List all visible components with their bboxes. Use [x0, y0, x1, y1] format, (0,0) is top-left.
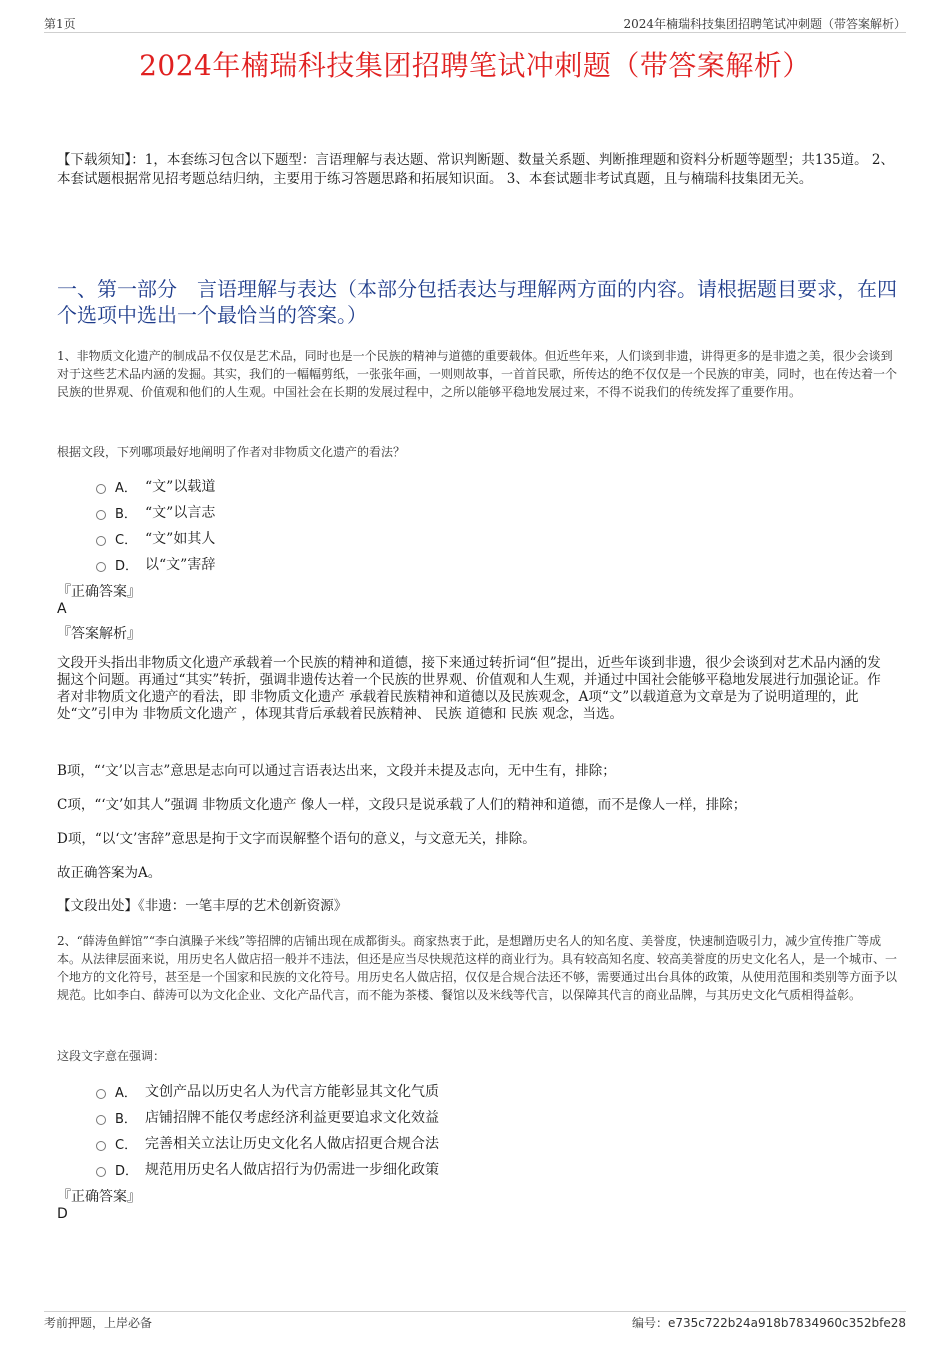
page-header	[44, 12, 906, 33]
radio-icon[interactable]	[96, 562, 106, 572]
section-heading: 一、第一部分 言语理解与表达（本部分包括表达与理解两方面的内容。请根据题目要求，在四个选项中选出一个最恰当的答案。）	[57, 277, 897, 327]
q1-passage: 1、非物质文化遗产的制成品不仅仅是艺术品，同时也是一个民族的精神与道德的重要载体。但近些年来，人们谈到非遗，讲得更多的是非遗之美，很少会谈到对于这些艺术品内涵的发掘。其实，我们的一幅幅剪纸，一张张年画，一则则故事，一首首民歌，所传达的绝不仅仅是一个民族的审美，同时，也在传达着一个民族的世界观、价值观和他们的人生观。中国社会在长期的发展过程中，之所以能够平稳地发展过来，不得不说我们的传统发挥了重要作用。	[57, 349, 898, 399]
option-letter: C．	[115, 1137, 138, 1153]
option-text: 文创产品以历史名人为代言方能彰显其文化气质	[145, 1084, 439, 1100]
q1-conclusion: 故正确答案为A。	[57, 865, 162, 881]
q1-explanation-main: 文段开头指出非物质文化遗产承载着一个民族的精神和道德，接下来通过转折词“但”提出，近些年谈到非遗，很少会谈到对艺术品内涵的发掘这个问题。再通过“其实”转折，强调非遗传达着一个民族的世界观、价值观和人生观，并通过中国社会能够平稳地发展进行加强论证。作者对非物质文化遗产的看法，即 非物质文化遗产 承载着民族精神和道德以及民族观念，A项“文”以载道意为文章是为了说明道理的，此处“文”引申为 非物质文化遗产 ，体现其背后承载着民族精神、 民族 道德和 民族 观念，当选。	[57, 655, 881, 722]
q1-explanation-b: B项，“‘文’以言志”意思是志向可以通过言语表达出来，文段并未提及志向，无中生有，排除；	[57, 763, 616, 779]
q1-source: 【文段出处】《非遗：一笔丰厚的艺术创新资源》	[57, 898, 348, 914]
q1-prompt: 根据文段，下列哪项最好地阐明了作者对非物质文化遗产的看法？	[57, 445, 406, 459]
q1-option-c[interactable]	[96, 525, 215, 551]
option-letter: B．	[115, 506, 137, 522]
q2-passage: 2、“薛涛鱼鲜馆”“李白滇臊子米线”等招牌的店铺出现在成都街头。商家热衷于此，是想蹭历史名人的知名度、美誉度，快速制造吸引力，减少宣传推广等成本。从法律层面来说，用历史名人做店招一般并不违法，但还是应当尽快规范这样的商业行为。具有较高知名度、较高美誉度的历史文化名人，是一个城市、一个地方的文化符号，甚至是一个国家和民族的文化符号。用历史名人做店招，仅仅是合规合法还不够，需要通过出台具体的政策，从使用范围和类别等方面予以规范。比如李白、薛涛可以为文化企业、文化产品代言，而不能为茶楼、餐馆以及米线等代言，以保障其代言的商业品牌，与其历史文化气质相得益彰。	[57, 934, 898, 1002]
q1-option-d[interactable]	[96, 551, 215, 577]
option-letter: A．	[115, 480, 137, 496]
option-letter: D．	[115, 1163, 139, 1179]
q1-explanation-c: C项，“‘文’如其人”强调 非物质文化遗产 像人一样，文段只是说承载了人们的精神和道德，而不是像人一样，排除；	[57, 797, 747, 813]
footer-code	[632, 1314, 906, 1331]
option-text: 店铺招牌不能仅考虑经济利益更要追求文化效益	[145, 1110, 439, 1126]
option-letter: A．	[115, 1085, 137, 1101]
radio-icon[interactable]	[96, 484, 106, 494]
option-text: “文”以言志	[145, 505, 216, 521]
radio-icon[interactable]	[96, 1089, 106, 1099]
radio-icon[interactable]	[96, 1141, 106, 1151]
option-text: 完善相关立法让历史文化名人做店招更合规合法	[145, 1136, 439, 1152]
q2-prompt: 这段文字意在强调：	[57, 1049, 166, 1063]
q1-option-a[interactable]	[96, 473, 215, 499]
q2-option-b[interactable]	[96, 1104, 439, 1130]
q2-options	[96, 1078, 439, 1182]
q2-answer-label: 『正确答案』	[57, 1189, 141, 1205]
page-number: 第1页	[44, 17, 76, 31]
q1-options	[96, 473, 215, 577]
radio-icon[interactable]	[96, 536, 106, 546]
running-title: 2024年楠瑞科技集团招聘笔试冲刺题（带答案解析）	[623, 17, 906, 31]
option-text: “文”如其人	[145, 531, 216, 547]
q2-option-a[interactable]	[96, 1078, 439, 1104]
option-letter: C．	[115, 532, 138, 548]
radio-icon[interactable]	[96, 1115, 106, 1125]
option-letter: D．	[115, 558, 139, 574]
option-text: 以“文”害辞	[145, 557, 216, 573]
q1-explain-label: 『答案解析』	[57, 626, 141, 642]
document-title: 2024年楠瑞科技集团招聘笔试冲刺题（带答案解析）	[139, 49, 811, 82]
option-letter: B．	[115, 1111, 137, 1127]
q1-explanation-d: D项，“以‘文’害辞”意思是拘于文字而误解整个语句的意义，与文意无关，排除。	[57, 831, 536, 847]
option-text: 规范用历史名人做店招行为仍需进一步细化政策	[145, 1162, 439, 1178]
q1-answer: A	[57, 601, 67, 617]
download-notice: 【下载须知】：1，本套练习包含以下题型：言语理解与表达题、常识判断题、数量关系题、判断推理题和资料分析题等题型；共135道。 2、本套试题根据常见招考题总结归纳，主要用于练习答题思路和拓展知识面。 3、本套试题非考试真题，且与楠瑞科技集团无关。	[57, 152, 894, 187]
q2-option-d[interactable]	[96, 1156, 439, 1182]
footer-divider	[44, 1311, 906, 1312]
q1-option-b[interactable]	[96, 499, 215, 525]
footer-slogan: 考前押题，上岸必备	[44, 1316, 153, 1330]
q2-option-c[interactable]	[96, 1130, 439, 1156]
code-value: e735c722b24a918b7834960c352bfe28	[668, 1316, 906, 1330]
radio-icon[interactable]	[96, 1167, 106, 1177]
q2-answer: D	[57, 1206, 68, 1222]
q1-answer-label: 『正确答案』	[57, 584, 141, 600]
radio-icon[interactable]	[96, 510, 106, 520]
option-text: “文”以载道	[145, 479, 216, 495]
code-label: 编号：	[631, 1316, 668, 1330]
